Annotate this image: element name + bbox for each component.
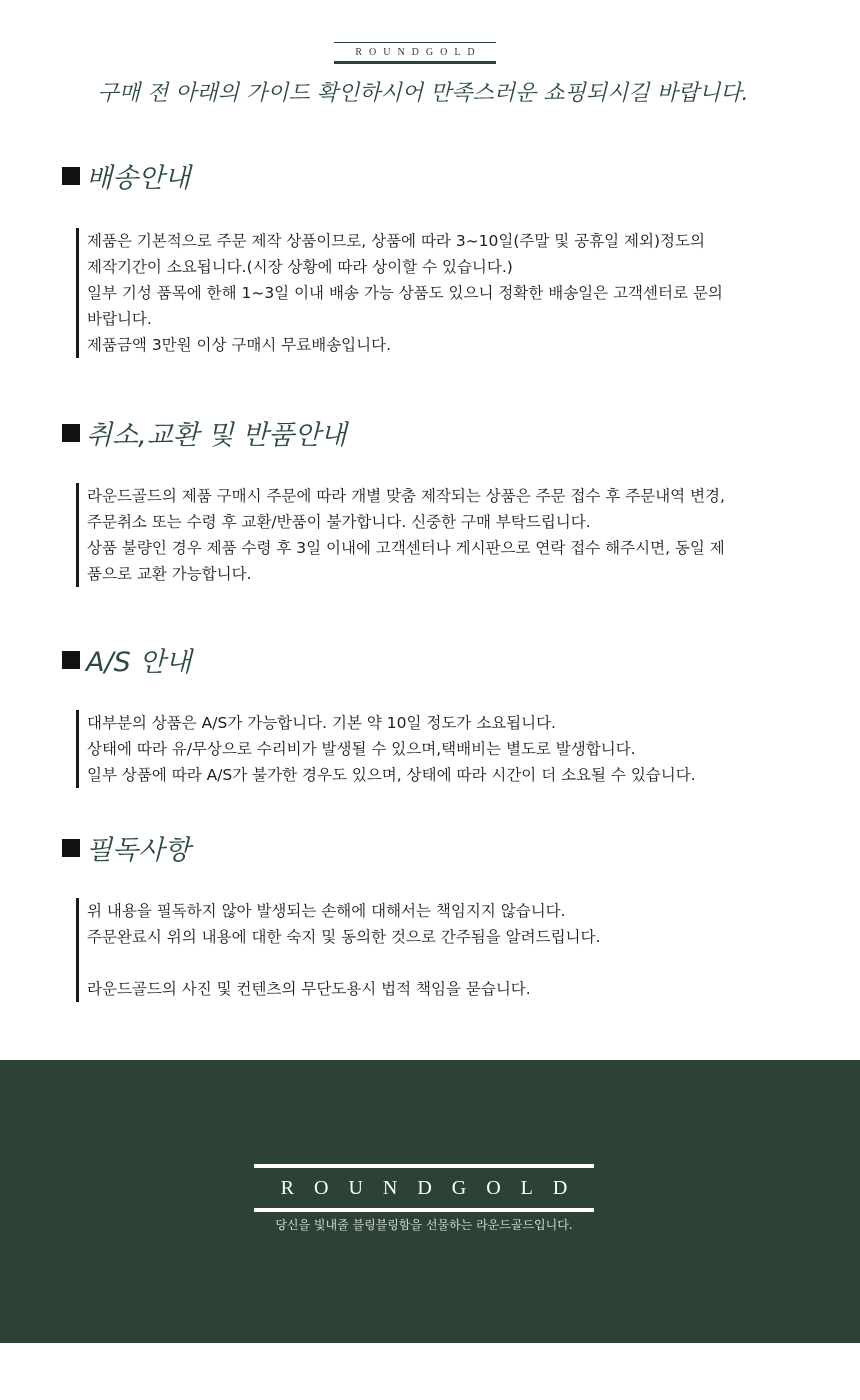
section-title-shipping: [62, 156, 190, 195]
body-line: 바랍니다.: [87, 310, 152, 328]
header-logo: [334, 42, 496, 64]
section-body-notice: [76, 898, 827, 1002]
body-line: 위 내용을 필독하지 않아 발생되는 손해에 대해서는 책임지지 않습니다.: [87, 902, 566, 920]
square-bullet-icon: [62, 651, 80, 669]
section-body-shipping: [76, 228, 827, 358]
square-bullet-icon: [62, 167, 80, 185]
body-line: 라운드골드의 사진 및 컨텐츠의 무단도용시 법적 책임을 묻습니다.: [87, 980, 531, 998]
section-title-text: 배송안내: [86, 163, 191, 194]
body-line: 상품 불량인 경우 제품 수령 후 3일 이내에 고객센터나 게시판으로 연락 접수 해주시면, 동일 제: [87, 539, 725, 557]
section-title-text: 취소,교환 및 반품안내: [86, 420, 347, 451]
section-title-text: 필독사항: [86, 835, 191, 866]
body-line: 제품은 기본적으로 주문 제작 상품이므로, 상품에 따라 3~10일(주말 및 공휴일 제외)정도의: [87, 232, 705, 250]
body-line: 품으로 교환 가능합니다.: [87, 565, 252, 583]
section-title-notice: [62, 828, 190, 867]
body-line: 주문완료시 위의 내용에 대한 숙지 및 동의한 것으로 간주됨을 알려드립니다.: [87, 928, 601, 946]
section-title-text: A/S 안내: [86, 647, 192, 678]
section-body-as: [76, 710, 827, 788]
body-line: 일부 상품에 따라 A/S가 불가한 경우도 있으며, 상태에 따라 시간이 더 소요될 수 있습니다.: [87, 766, 696, 784]
body-line: 일부 기성 품목에 한해 1~3일 이내 배송 가능 상품도 있으니 정확한 배송일은 고객센터로 문의: [87, 284, 723, 302]
body-line: 주문취소 또는 수령 후 교환/반품이 불가합니다. 신중한 구매 부탁드립니다.: [87, 513, 591, 531]
footer-tagline: 당신을 빛내줄 블링블링함을 선물하는 라운드골드입니다.: [275, 1218, 573, 1232]
body-line: 제작기간이 소요됩니다.(시장 상황에 따라 상이할 수 있습니다.): [87, 258, 513, 276]
blank-line: [87, 950, 827, 976]
body-line: 대부분의 상품은 A/S가 가능합니다. 기본 약 10일 정도가 소요됩니다.: [87, 714, 556, 732]
section-body-return: [76, 483, 827, 587]
footer-banner: [0, 1060, 860, 1343]
body-line: 라운드골드의 제품 구매시 주문에 따라 개별 맞춤 제작되는 상품은 주문 접수 후 주문내역 변경,: [87, 487, 725, 505]
intro-text: 구매 전 아래의 가이드 확인하시어 만족스러운 쇼핑되시길 바랍니다.: [97, 81, 749, 106]
section-title-as: [62, 640, 191, 679]
header-logo-text: ROUNDGOLD: [355, 46, 482, 58]
body-line: 제품금액 3만원 이상 구매시 무료배송입니다.: [87, 336, 392, 354]
footer-logo-text: ROUNDGOLD: [280, 1176, 588, 1199]
square-bullet-icon: [62, 839, 80, 857]
footer-logo: [254, 1164, 594, 1212]
section-title-return: [62, 413, 347, 452]
body-line: 상태에 따라 유/무상으로 수리비가 발생될 수 있으며,택배비는 별도로 발생합니다.: [87, 740, 636, 758]
square-bullet-icon: [62, 424, 80, 442]
